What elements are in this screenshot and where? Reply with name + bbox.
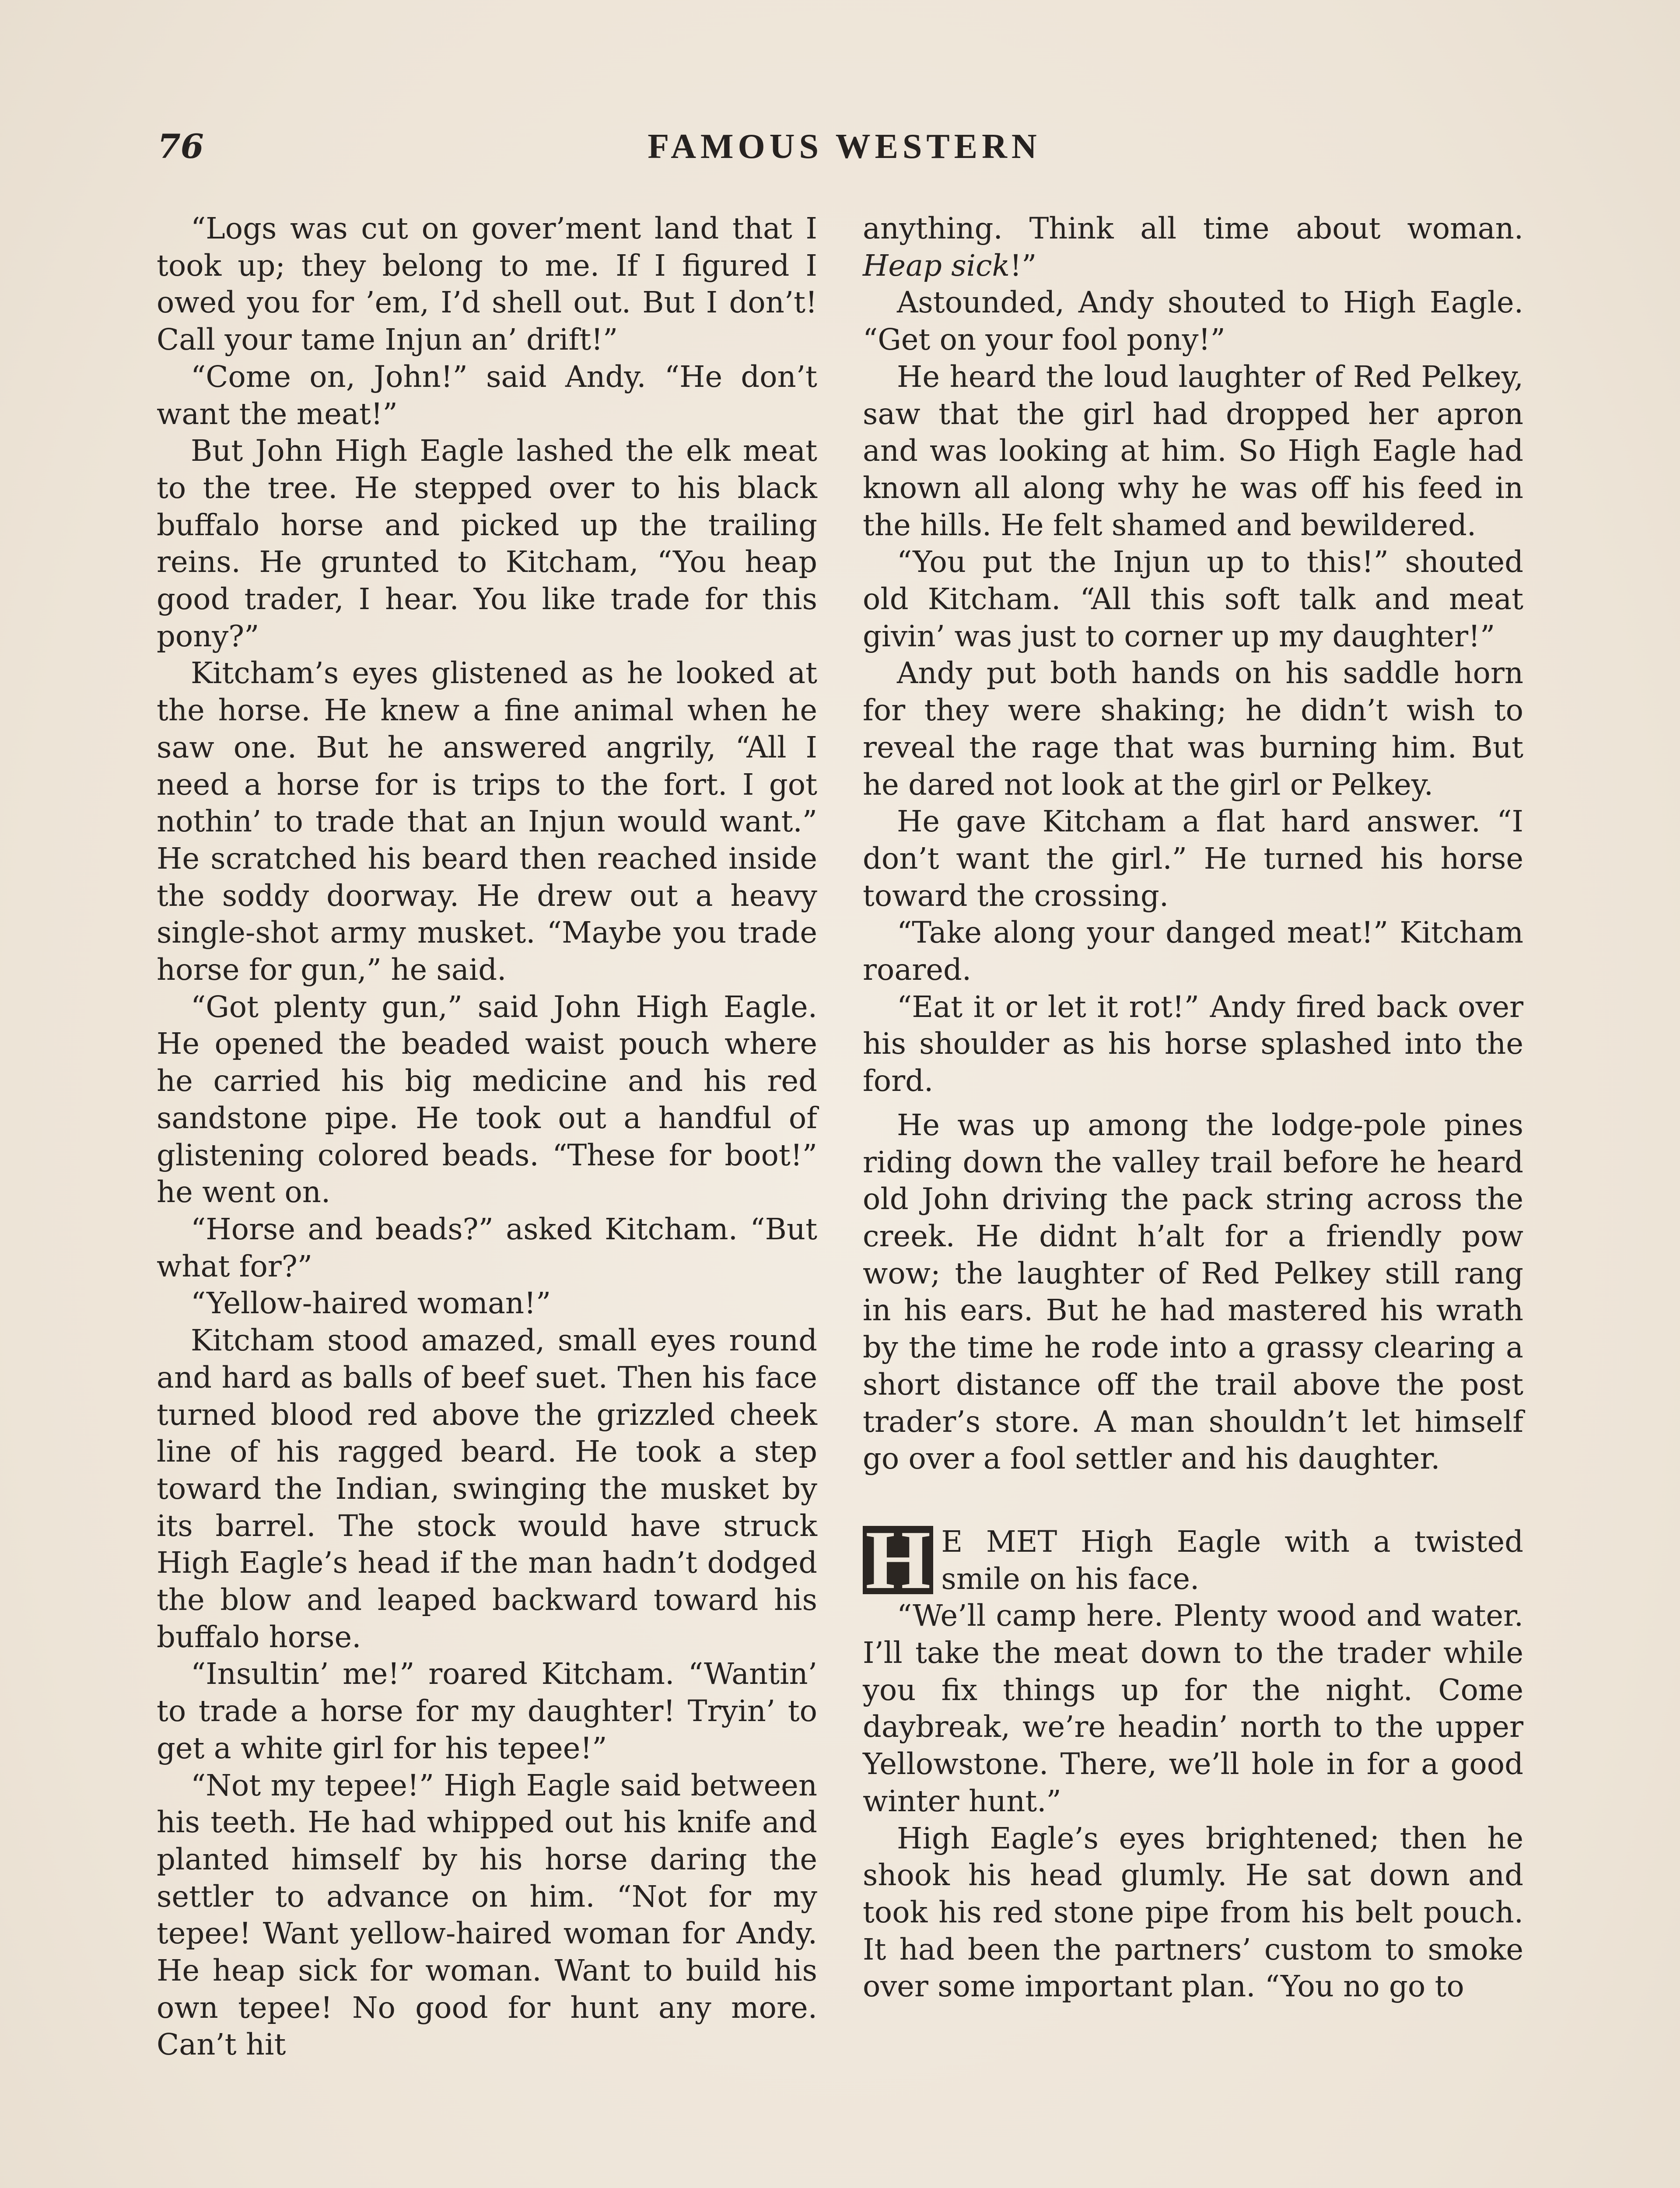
paragraph: “Horse and beads?” asked Kitcham. “But what for?” — [157, 1212, 817, 1283]
drop-cap: H — [863, 1526, 933, 1594]
paragraph: Kitcham’s eyes glistened as he looked at the horse. He knew a fine animal when he saw one. But he answered angrily, “All I need a horse for is trips to the fort. I got nothin’ to trade that an Injun would want.” He scratched his beard then reached inside the soddy doorway. He drew out a heavy single-shot army musket. “Maybe you trade horse for gun,” he said. — [157, 656, 817, 987]
paragraph: “We’ll camp here. Plenty wood and water. I’ll take the meat down to the trader while you fix things up for the night. Come daybreak, we’re headin’ north to the upper Yellowstone. There, we’ll hole in for a good winter hunt.” — [863, 1599, 1523, 1818]
paragraph: He heard the loud laughter of Red Pelkey, saw that the girl had dropped her apron and was looking at him. So High Eagle had known all along why he was off his feed in the hills. He felt shamed and bewildered. — [863, 359, 1523, 542]
italic-text: Heap sick — [863, 248, 1010, 283]
left-column — [157, 210, 817, 2063]
paragraph: But John High Eagle lashed the elk meat to the tree. He stepped over to his black buffalo horse and picked up the trailing reins. He grunted to Kitcham, “You heap good trader, I hear. You like trade for this pony?” — [157, 434, 817, 653]
running-title: FAMOUS WESTERN — [648, 127, 1041, 166]
paragraph: Andy put both hands on his saddle horn for they were shaking; he didn’t wish to reveal the rage that was burning him. But he dared not look at the girl or Pelkey. — [863, 656, 1523, 802]
section-opening-text: E MET High Eagle with a twisted smile on his face. — [941, 1524, 1523, 1596]
text-run: !” — [1010, 248, 1037, 283]
page-number: 76 — [158, 127, 204, 166]
paragraph: “You put the Injun up to this!” shouted old Kitcham. “All this soft talk and meat givin’ was just to corner up my daughter!” — [863, 545, 1523, 653]
paragraph: “Eat it or let it rot!” Andy fired back over his shoulder as his horse splashed into the ford. — [863, 989, 1523, 1098]
paragraph: “Logs was cut on gover’ment land that I took up; they belong to me. If I figured I owed you for ’em, I’d shell out. But I don’t! Call your tame Injun an’ drift!” — [157, 211, 817, 357]
paragraph: He gave Kitcham a flat hard answer. “I don’t want the girl.” He turned his horse toward the crossing. — [863, 804, 1523, 913]
paragraph: Astounded, Andy shouted to High Eagle. “Get on your fool pony!” — [863, 285, 1523, 357]
paragraph — [863, 210, 1523, 284]
paragraph: Kitcham stood amazed, small eyes round and hard as balls of beef suet. Then his face turned blood red above the grizzled cheek line of his ragged beard. He took a step toward the Indian, swinging the musket by its barrel. The stock would have struck High Eagle’s head if the man hadn’t dodged the blow and leaped backward toward his buffalo horse. — [157, 1323, 817, 1654]
paragraph: High Eagle’s eyes brightened; then he shook his head glumly. He sat down and took his red stone pipe from his belt pouch. It had been the partners’ custom to smoke over some important plan. “You no go to — [863, 1821, 1523, 2004]
paragraph: He was up among the lodge-pole pines riding down the valley trail before he heard old John driving the pack string across the creek. He didnt h’alt for a friendly pow wow; the laughter of Red Pelkey still rang in his ears. But he had mastered his wrath by the time he rode into a grassy clearing a short distance off the trail above the post trader’s store. A man shouldn’t let himself go over a fool settler and his daughter. — [863, 1108, 1523, 1476]
paragraph: “Come on, John!” said Andy. “He don’t want the meat!” — [157, 359, 817, 431]
paragraph: “Yellow-haired woman!” — [191, 1286, 551, 1321]
text-run: anything. Think all time about woman. — [863, 211, 1523, 245]
paragraph: “Insultin’ me!” roared Kitcham. “Wantin’ to trade a horse for my daughter! Tryin’ to get a white girl for his tepee!” — [157, 1657, 817, 1765]
paragraph: “Take along your danged meat!” Kitcham roared. — [863, 915, 1523, 987]
paragraph: “Not my tepee!” High Eagle said between his teeth. He had whipped out his knife and planted himself by his horse daring the settler to advance on him. “Not for my tepee! Want yellow-haired woman for Andy. He heap sick for woman. Want to build his own tepee! No good for hunt any more. Can’t hit — [157, 1768, 817, 2062]
paragraph: “Got plenty gun,” said John High Eagle. He opened the beaded waist pouch where he carried his big medicine and his red sandstone pipe. He took out a handful of glistening colored beads. “These for boot!” he went on. — [157, 989, 817, 1210]
page-header — [158, 127, 1531, 179]
right-column — [863, 210, 1523, 2005]
section-opening — [863, 1513, 1523, 1606]
